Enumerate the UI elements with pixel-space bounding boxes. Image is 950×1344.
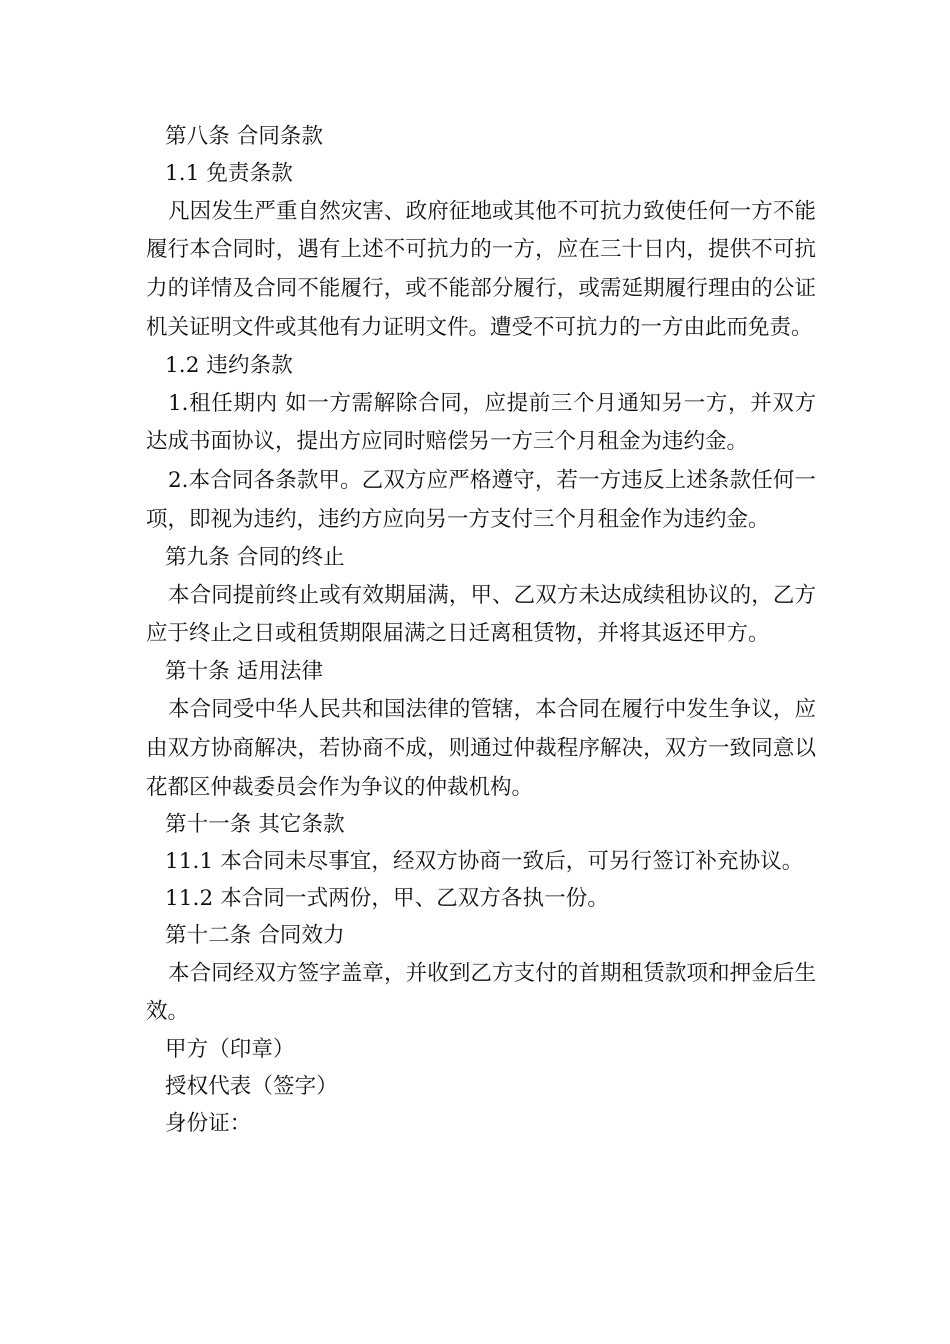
party-a-seal-label: 甲方（印章） (165, 1037, 295, 1063)
section-1-2-heading: 1.2 违约条款 (165, 352, 293, 378)
article-9-paragraph: 本合同提前终止或有效期届满，甲、乙双方未达成续租协议的，乙方应于终止之日或租赁期限届满之日迁离租赁物，并将其返还甲方。 (146, 582, 816, 647)
article-9-heading: 第九条 合同的终止 (165, 544, 345, 570)
article-8-heading: 第八条 合同条款 (165, 124, 324, 149)
section-1-2-item-2: 2.本合同各条款甲。乙双方应严格遵守，若一方违反上述条款任何一项，即视为违约，违约方应向另一方支付三个月租金作为违约金。 (146, 468, 816, 532)
article-10-paragraph: 本合同受中华人民共和国法律的管辖，本合同在履行中发生争议，应由双方协商解决，若协商不成，则通过仲裁程序解决，双方一致同意以花都区仲裁委员会作为争议的仲裁机构。 (146, 696, 816, 800)
section-1-1-heading: 1.1 免责条款 (165, 160, 293, 186)
document-content (146, 119, 816, 1143)
article-10-heading: 第十条 适用法律 (165, 659, 324, 685)
article-11-heading: 第十一条 其它条款 (165, 812, 345, 838)
section-11-2: 11.2 本合同一式两份，甲、乙双方各执一份。 (165, 885, 610, 911)
authorized-rep-label: 授权代表（签字） (165, 1073, 338, 1099)
section-11-1: 11.1 本合同未尽事宜，经双方协商一致后，可另行签订补充协议。 (165, 849, 804, 875)
article-12-heading: 第十二条 合同效力 (165, 922, 345, 948)
section-1-2-item-1: 1.租任期内 如一方需解除合同，应提前三个月通知另一方，并双方达成书面协议，提出方应同时赔偿另一方三个月租金为违约金。 (146, 390, 816, 455)
article-12-paragraph: 本合同经双方签字盖章，并收到乙方支付的首期租赁款项和押金后生效。 (146, 960, 816, 1025)
id-card-label: 身份证： (165, 1110, 252, 1136)
section-1-1-paragraph: 凡因发生严重自然灾害、政府征地或其他不可抗力致使任何一方不能履行本合同时，遇有上述不可抗力的一方，应在三十日内，提供不可抗力的详情及合同不能履行，或不能部分履行，或需延期履行理由的公证机关证明文件或其他有力证明文件。遭受不可抗力的一方由此而免责。 (146, 198, 816, 340)
